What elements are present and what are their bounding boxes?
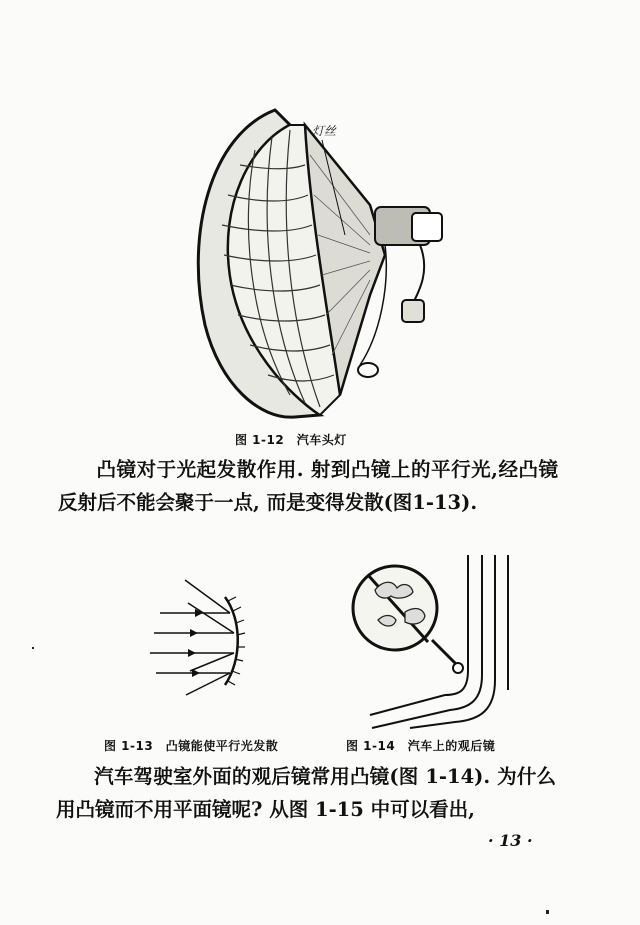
scan-speck bbox=[546, 910, 549, 914]
paragraph-2-text: 汽车驾驶室外面的观后镜常用凸镜(图 1-14). 为什么用凸镜而不用平面镜呢? 从图 1-15 中可以看出, bbox=[56, 765, 556, 821]
page-number: · 13 · bbox=[488, 831, 533, 850]
convex-mirror-diagram bbox=[140, 575, 260, 700]
scan-speck bbox=[32, 647, 34, 649]
figure-caption-1-14: 图 1-14 汽车上的观后镜 bbox=[346, 739, 496, 753]
figure-caption-1-13: 图 1-13 凸镜能使平行光发散 bbox=[104, 739, 279, 753]
car-mirror-illustration bbox=[350, 550, 530, 730]
filament-label: 灯丝 bbox=[312, 124, 337, 138]
paragraph-1 bbox=[58, 453, 558, 519]
figure-caption-1-12: 图 1-12 汽车头灯 bbox=[235, 433, 347, 447]
paragraph-2 bbox=[56, 760, 556, 826]
headlamp-illustration bbox=[180, 95, 480, 425]
paragraph-1-text: 凸镜对于光起发散作用. 射到凸镜上的平行光,经凸镜反射后不能会聚于一点, 而是变得发散(图1-13). bbox=[58, 458, 558, 514]
